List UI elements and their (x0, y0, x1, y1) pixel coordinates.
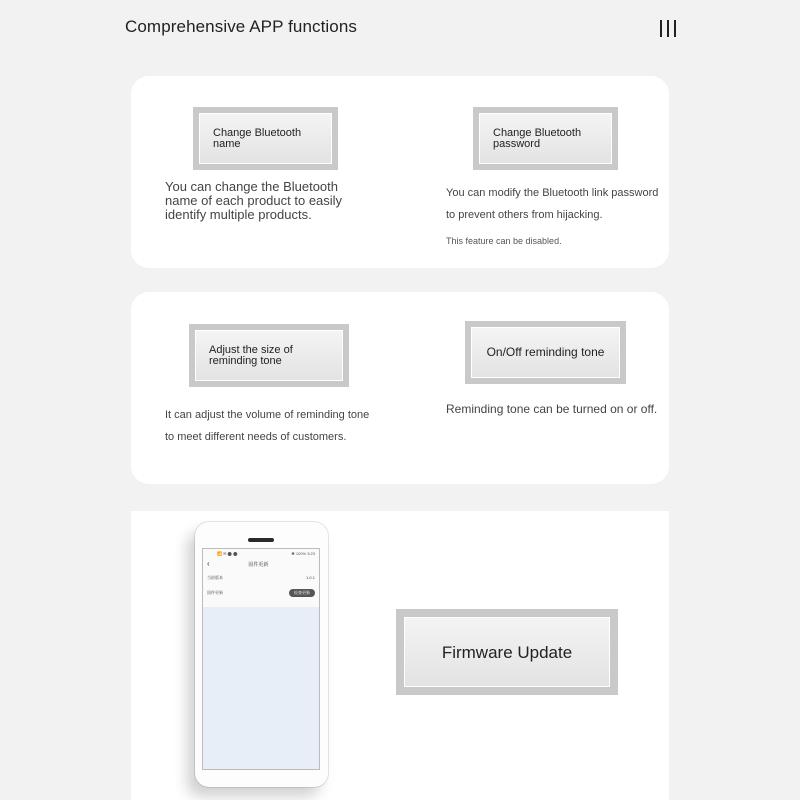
menu-bars-icon[interactable] (660, 20, 676, 38)
change-bluetooth-password-label-box (473, 107, 618, 170)
page-title: Comprehensive APP functions (125, 17, 358, 36)
screen-body (203, 607, 319, 770)
feature-description: You can change the Bluetooth name of each product to easily identify multiple products. (165, 179, 343, 222)
back-arrow-icon[interactable]: ‹ (207, 559, 210, 568)
feature-note: This feature can be disabled. (446, 236, 562, 246)
adjust-tone-size-label-box (189, 324, 349, 387)
status-bar (203, 549, 319, 558)
phone-speaker (248, 538, 274, 542)
feature-description: Reminding tone can be turned on or off. (446, 402, 658, 416)
status-left: 📶 ✉ ⬤ ⬤ (217, 551, 238, 556)
feature-card-reminding-tone (131, 292, 669, 484)
feature-card-firmware (131, 511, 669, 800)
screen-title: 固件更新 (248, 561, 269, 568)
change-bluetooth-name-label-box (193, 107, 338, 170)
status-right: ✱ 100% 3:23 (291, 551, 315, 556)
feature-description: It can adjust the volume of reminding tone to meet different needs of customers. (165, 409, 370, 443)
current-version-row (203, 570, 319, 585)
check-update-button[interactable]: 检查更新 (289, 589, 315, 597)
row-label: 当前版本 (207, 574, 223, 580)
feature-card-bluetooth (131, 76, 669, 268)
phone-screen (202, 548, 320, 770)
feature-description: You can modify the Bluetooth link password to prevent others from hijacking. (446, 187, 659, 221)
feature-label: On/Off reminding tone (471, 327, 620, 378)
feature-label: Adjust the size of reminding tone (195, 330, 343, 381)
feature-label: Change Bluetooth password (479, 113, 612, 164)
row-value: 1.0.1 (306, 575, 315, 580)
onoff-tone-label-box (465, 321, 626, 384)
row-label: 固件更新 (207, 589, 223, 595)
feature-label: Change Bluetooth name (199, 113, 332, 164)
feature-label: Firmware Update (404, 617, 610, 687)
phone-mockup (195, 522, 328, 787)
firmware-update-label-box (396, 609, 618, 695)
screen-header (203, 558, 319, 570)
firmware-update-row (203, 585, 319, 600)
